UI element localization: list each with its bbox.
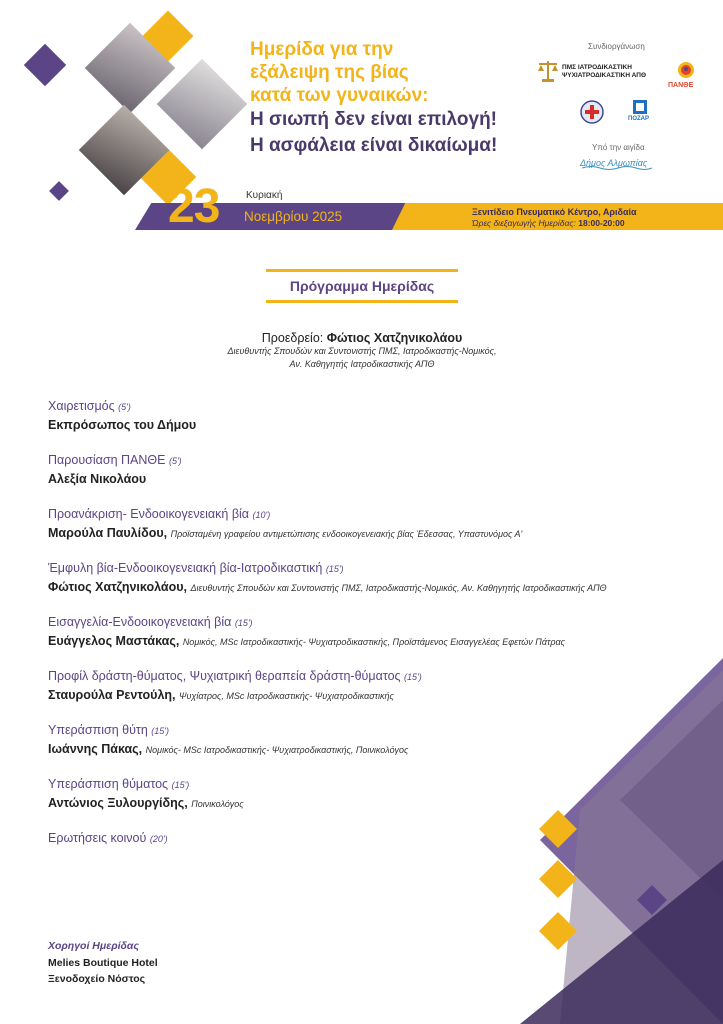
item-speaker: Αλεξία Νικολάου bbox=[48, 472, 147, 486]
panthe-flame-icon bbox=[676, 60, 696, 80]
sponsors-block bbox=[48, 940, 158, 987]
red-cross-logo bbox=[580, 100, 604, 124]
pms-logo bbox=[536, 58, 646, 86]
chair-line bbox=[120, 331, 604, 345]
chair-block bbox=[120, 331, 604, 371]
heading-top-line bbox=[266, 269, 458, 272]
item-title: Εισαγγελία-Ενδοοικογενειακή βία bbox=[48, 615, 232, 629]
program-item bbox=[48, 561, 688, 615]
purple-diamond-left bbox=[24, 44, 66, 86]
item-title: Υπεράσπιση θύτη bbox=[48, 723, 148, 737]
auspices-label: Υπό την αιγίδα bbox=[592, 143, 645, 152]
slogan-line-2: Η ασφάλεια είναι δικαίωμα! bbox=[250, 135, 498, 156]
item-speaker: Ιωάννης Πάκας, bbox=[48, 742, 143, 756]
item-duration: (10') bbox=[252, 510, 271, 520]
item-duration: (15') bbox=[404, 672, 422, 682]
item-role: Ψυχίατρος, MSc Ιατροδικαστικής- Ψυχιατροδικαστικής bbox=[179, 691, 394, 701]
item-title: Υπεράσπιση θύματος bbox=[48, 777, 169, 791]
item-speaker: Μαρούλα Παυλίδου, bbox=[48, 526, 168, 540]
program-item bbox=[48, 453, 688, 507]
item-duration: (5') bbox=[118, 402, 131, 412]
item-duration: (15') bbox=[234, 618, 253, 628]
panthe-logo bbox=[666, 60, 706, 92]
municipality-logo bbox=[580, 153, 660, 171]
program-list bbox=[48, 399, 688, 885]
title-line-1: Ημερίδα για την bbox=[250, 39, 394, 60]
item-duration: (15') bbox=[151, 726, 170, 736]
program-item bbox=[48, 831, 688, 885]
chair-role-2: Αν. Καθηγητής Ιατροδικαστικής ΑΠΘ bbox=[289, 359, 435, 369]
item-title: Παρουσίαση ΠΑΝΘΕ bbox=[48, 453, 166, 467]
chair-label: Προεδρείο: bbox=[261, 331, 324, 345]
sponsor-name: Ξενοδοχείο Νόστος bbox=[48, 973, 146, 985]
hours-value: 18:00-20:00 bbox=[578, 218, 625, 228]
program-item bbox=[48, 507, 688, 561]
sponsor-name: Melies Boutique Hotel bbox=[48, 957, 158, 969]
pozar-label: ΠΟΖΑΡ bbox=[628, 116, 649, 122]
scales-icon bbox=[536, 58, 560, 84]
item-duration: (5') bbox=[168, 456, 182, 466]
program-item bbox=[48, 399, 688, 453]
title-line-3: κατά των γυναικών: bbox=[250, 85, 429, 106]
item-speaker: Ευάγγελος Μαστάκας, bbox=[48, 634, 180, 648]
chair-role-1: Διευθυντής Σπουδών και Συντονιστής ΠΜΣ, Ιατροδικαστής-Νομικός, bbox=[227, 346, 497, 356]
item-title: Προφίλ δράστη-θύματος, Ψυχιατρική θεραπεία δράστη-θύματος bbox=[48, 669, 401, 683]
hours-label: Ώρες διεξαγωγής Ημερίδας: bbox=[472, 218, 576, 228]
purple-diamond-corner bbox=[637, 885, 667, 915]
program-item bbox=[48, 615, 688, 669]
item-role: Νομικός- MSc Ιατροδικαστικής- Ψυχιατροδικαστικής, Ποινικολόγος bbox=[145, 745, 409, 755]
program-item bbox=[48, 669, 688, 723]
program-heading bbox=[266, 269, 458, 303]
title-line-2: εξάλειψη της βίας bbox=[250, 62, 409, 83]
co-organization-label: Συνδιοργάνωση bbox=[588, 42, 645, 51]
pozar-icon bbox=[632, 99, 648, 115]
heading-bottom-line bbox=[266, 300, 458, 303]
item-speaker: Σταυρούλα Ρεντούλη, bbox=[48, 688, 176, 702]
wave-icon bbox=[582, 165, 652, 171]
panthe-label: ΠΑΝΘΕ bbox=[668, 82, 694, 89]
item-speaker: Φώτιος Χατζηνικολάου, bbox=[48, 580, 187, 594]
item-duration: (15') bbox=[171, 780, 190, 790]
purple-diamond-small bbox=[49, 181, 69, 201]
month-year: Νοεμβρίου 2025 bbox=[244, 209, 343, 224]
item-role: Προϊσταμένη γραφείου αντιμετώπισης ενδοοικογενειακής βίας Έδεσσας, Υπαστυνόμος Α' bbox=[170, 529, 523, 539]
program-item bbox=[48, 723, 688, 777]
slogan-line-1: Η σιωπή δεν είναι επιλογή! bbox=[250, 109, 497, 130]
item-title: Χαιρετισμός bbox=[48, 399, 115, 413]
item-speaker: Αντώνιος Ξυλουργίδης, bbox=[48, 796, 188, 810]
item-role: Ποινικολόγος bbox=[191, 799, 244, 809]
item-duration: (20') bbox=[149, 834, 168, 844]
municipality-name: Δήμος Αλμωπίας bbox=[580, 158, 648, 168]
item-role: Διευθυντής Σπουδών και Συντονιστής ΠΜΣ, Ιατροδικαστής-Νομικός, Αν. Καθηγητής Ιατροδικαστικής ΑΠΘ bbox=[190, 583, 607, 593]
program-item bbox=[48, 777, 688, 831]
day-number: 23 bbox=[168, 180, 220, 233]
chair-name: Φώτιος Χατζηνικολάου bbox=[326, 331, 463, 345]
item-title: Έμφυλη βία-Ενδοοικογενειακή βία-Ιατροδικαστική bbox=[48, 561, 323, 575]
program-title: Πρόγραμμα Ημερίδας bbox=[289, 278, 435, 294]
event-title bbox=[250, 38, 530, 159]
item-role: Νομικός, MSc Ιατροδικαστικής- Ψυχιατροδικαστικής, Προϊστάμενος Εισαγγελέας Εφετών Πάτρας bbox=[182, 637, 565, 647]
item-title: Προανάκριση- Ενδοοικογενειακή βία bbox=[48, 507, 250, 521]
item-speaker: Εκπρόσωπος του Δήμου bbox=[48, 418, 197, 432]
sponsors-heading: Χορηγοί Ημερίδας bbox=[48, 940, 139, 952]
item-title: Ερωτήσεις κοινού bbox=[48, 831, 147, 845]
pms-logo-line-1: ΠΜΣ ΙΑΤΡΟΔΙΚΑΣΤΙΚΗ bbox=[562, 64, 632, 71]
yellow-diamond-3 bbox=[539, 912, 577, 950]
pms-logo-line-2: ΨΥΧΙΑΤΡΟΔΙΚΑΣΤΙΚΗ ΑΠΘ bbox=[562, 72, 647, 79]
item-duration: (15') bbox=[325, 564, 344, 574]
hours-line bbox=[472, 218, 625, 228]
venue: Ξενιτίδειο Πνευματικό Κέντρο, Αριδαία bbox=[472, 207, 637, 217]
weekday: Κυριακή bbox=[246, 190, 283, 201]
pozar-logo bbox=[625, 99, 655, 127]
red-cross-icon bbox=[580, 100, 604, 124]
